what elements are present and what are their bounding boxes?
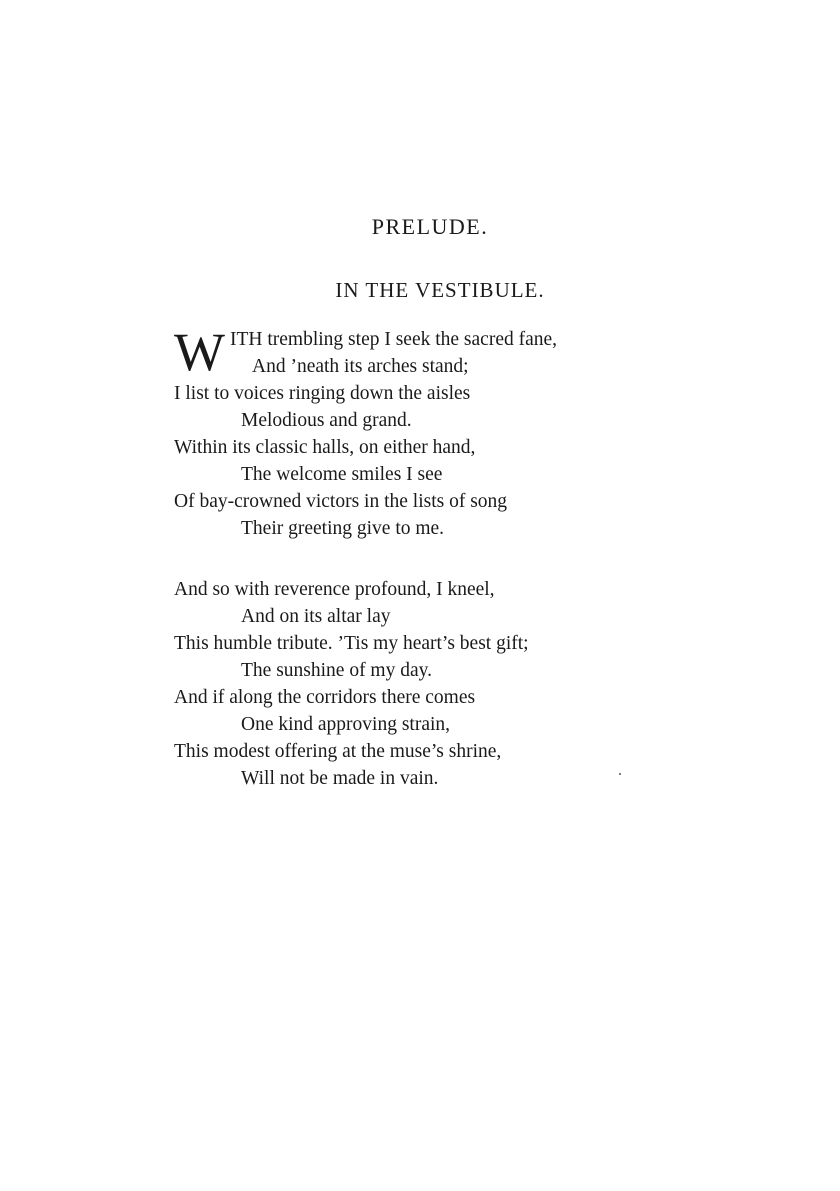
drop-cap: W [174,322,225,382]
poem-line: The welcome smiles I see [241,464,443,485]
poem-line: I list to voices ringing down the aisles [174,383,471,404]
poem-subtitle: IN THE VESTIBULE. [335,278,545,302]
poem-line-text: ITH trembling step I seek the sacred fane, [230,329,558,350]
poem-line: Melodious and grand. [241,410,412,431]
stanza-2 [174,576,734,792]
stanza-1 [174,322,734,542]
page-title: PRELUDE. [371,214,489,239]
poem-line: The sunshine of my day. [241,660,432,681]
poem-line: And if along the corridors there comes [174,687,476,708]
poem-line: Will not be made in vain. [241,768,439,789]
poem-line: And ’neath its arches stand; [252,356,469,377]
poem-line: Of bay-crowned victors in the lists of song [174,491,508,512]
poem-line: And on its altar lay [241,606,391,627]
poem-line: This humble tribute. ’Tis my heart’s best gift; [174,633,529,654]
poem-line: Within its classic halls, on either hand, [174,437,476,458]
poem-line: And so with reverence profound, I kneel, [174,579,495,600]
print-speck [619,773,621,775]
poem-line: One kind approving strain, [241,714,451,735]
poem-line: Their greeting give to me. [241,518,445,539]
poem-line: This modest offering at the muse’s shrine, [174,741,502,762]
